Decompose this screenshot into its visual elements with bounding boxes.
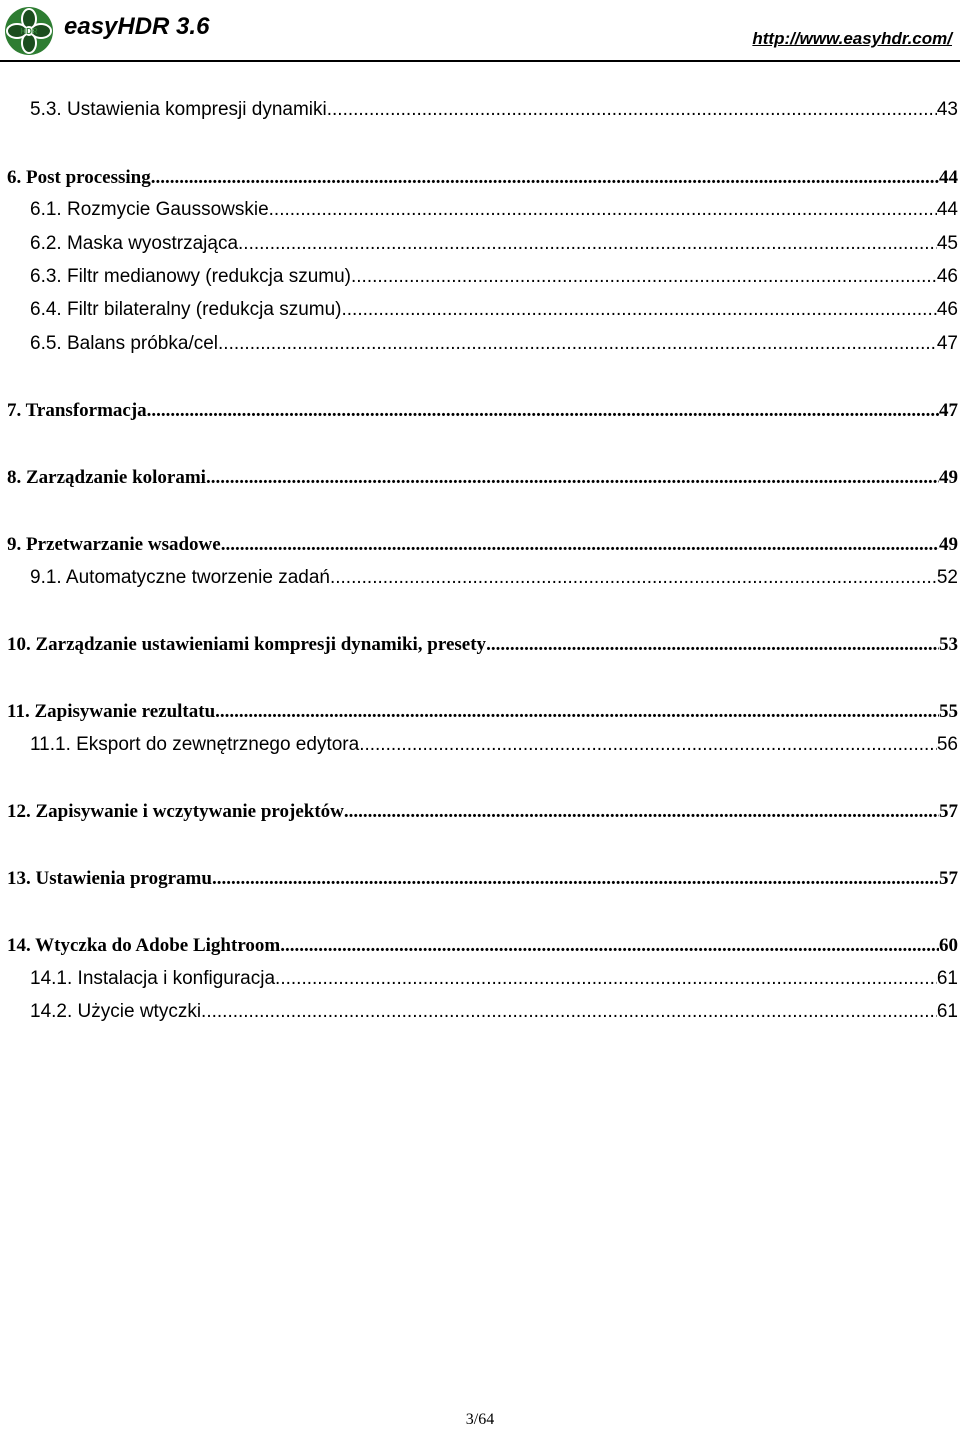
toc-entry[interactable] — [30, 333, 958, 359]
toc-entry-title: 6.1. Rozmycie Gaussowskie — [30, 199, 269, 220]
toc-leader-dots — [218, 333, 937, 355]
logo-text: HDR — [20, 27, 38, 36]
toc-entry[interactable] — [7, 701, 958, 727]
toc-entry[interactable] — [30, 1001, 958, 1027]
toc-entry-page: 57 — [939, 801, 958, 822]
toc-entry-title: 6.2. Maska wyostrzająca — [30, 233, 239, 254]
page-header — [0, 0, 960, 60]
toc-entry-title: 6. Post processing — [7, 167, 151, 188]
toc-entry-title: 14. Wtyczka do Adobe Lightroom — [7, 935, 281, 956]
toc-entry[interactable] — [7, 868, 958, 894]
toc-leader-dots — [151, 167, 939, 189]
toc-entry-page: 56 — [936, 734, 958, 755]
toc-entry[interactable] — [30, 199, 958, 225]
toc-leader-dots — [269, 199, 937, 221]
toc-entry-page: 61 — [936, 1001, 958, 1022]
toc-leader-dots — [327, 99, 937, 121]
toc-entry-title: 9.1. Automatyczne tworzenie zadań — [30, 567, 330, 588]
toc-entry-page: 46 — [936, 299, 958, 320]
toc-entry-page: 47 — [936, 333, 958, 354]
toc-entry-title: 6.5. Balans próbka/cel — [30, 333, 219, 354]
toc-entry[interactable] — [7, 634, 958, 660]
toc-entry-title: 6.3. Filtr medianowy (redukcja szumu) — [30, 266, 351, 287]
toc-leader-dots — [351, 266, 937, 288]
toc-leader-dots — [215, 701, 939, 723]
toc-leader-dots — [330, 567, 937, 589]
toc-entry-title: 5.3. Ustawienia kompresji dynamiki — [30, 99, 327, 120]
toc-entry[interactable] — [30, 99, 958, 125]
toc-entry-title: 12. Zapisywanie i wczytywanie projektów — [7, 801, 344, 822]
toc-entry-title: 14.1. Instalacja i konfiguracja — [30, 968, 276, 989]
toc-entry[interactable] — [30, 968, 958, 994]
toc-entry[interactable] — [30, 266, 958, 292]
toc-entry-page: 61 — [936, 968, 958, 989]
toc-entry-page: 44 — [936, 199, 958, 220]
toc-entry[interactable] — [30, 233, 958, 259]
toc-leader-dots — [212, 868, 939, 890]
toc-entry-title: 11.1. Eksport do zewnętrznego edytora — [30, 734, 360, 755]
toc-leader-dots — [344, 801, 939, 823]
toc-entry-title: 11. Zapisywanie rezultatu — [7, 701, 216, 722]
toc-leader-dots — [147, 400, 939, 422]
toc-entry-page: 52 — [936, 567, 958, 588]
toc-leader-dots — [486, 634, 939, 656]
toc-entry[interactable] — [7, 801, 958, 827]
toc-entry-title: 7. Transformacja — [7, 400, 147, 421]
website-link[interactable]: http://www.easyhdr.com/ — [752, 29, 952, 48]
toc-entry-page: 46 — [936, 266, 958, 287]
toc-entry-page: 49 — [939, 534, 958, 555]
toc-leader-dots — [280, 935, 939, 957]
toc-leader-dots — [221, 534, 939, 556]
toc-entry-page: 45 — [936, 233, 958, 254]
toc-entry-title: 6.4. Filtr bilateralny (redukcja szumu) — [30, 299, 342, 320]
toc-leader-dots — [359, 734, 937, 756]
toc-entry-title: 8. Zarządzanie kolorami — [7, 467, 206, 488]
page-number: 3/64 — [465, 1411, 495, 1428]
header-divider — [0, 60, 960, 62]
toc-entry[interactable] — [30, 567, 958, 593]
toc-entry-page: 60 — [939, 935, 958, 956]
toc-entry[interactable] — [7, 467, 958, 493]
toc-entry[interactable] — [30, 299, 958, 325]
toc-entry[interactable] — [7, 935, 958, 961]
toc-leader-dots — [238, 233, 937, 255]
toc-leader-dots — [342, 299, 937, 321]
toc-entry-title: 10. Zarządzanie ustawieniami kompresji dynamiki, presety — [7, 634, 487, 655]
toc-entry-page: 57 — [939, 868, 958, 889]
toc-entry-title: 14.2. Użycie wtyczki — [30, 1001, 202, 1022]
toc-entry-page: 49 — [939, 467, 958, 488]
toc-entry[interactable] — [7, 534, 958, 560]
toc-entry-page: 55 — [939, 701, 958, 722]
toc-entry-page: 43 — [936, 99, 958, 120]
toc-entry[interactable] — [30, 734, 958, 760]
toc-entry-page: 53 — [939, 634, 958, 655]
toc-entry-page: 47 — [939, 400, 958, 421]
toc-entry[interactable] — [7, 400, 958, 426]
toc-entry-title: 9. Przetwarzanie wsadowe — [7, 534, 221, 555]
hdr-clover-logo-icon — [4, 6, 54, 56]
toc-leader-dots — [206, 467, 939, 489]
brand-title: easyHDR 3.6 — [64, 13, 210, 40]
toc-leader-dots — [275, 968, 937, 990]
toc-entry-title: 13. Ustawienia programu — [7, 868, 212, 889]
toc-entry-page: 44 — [939, 167, 958, 188]
toc-leader-dots — [201, 1001, 937, 1023]
toc-entry[interactable] — [7, 167, 958, 193]
